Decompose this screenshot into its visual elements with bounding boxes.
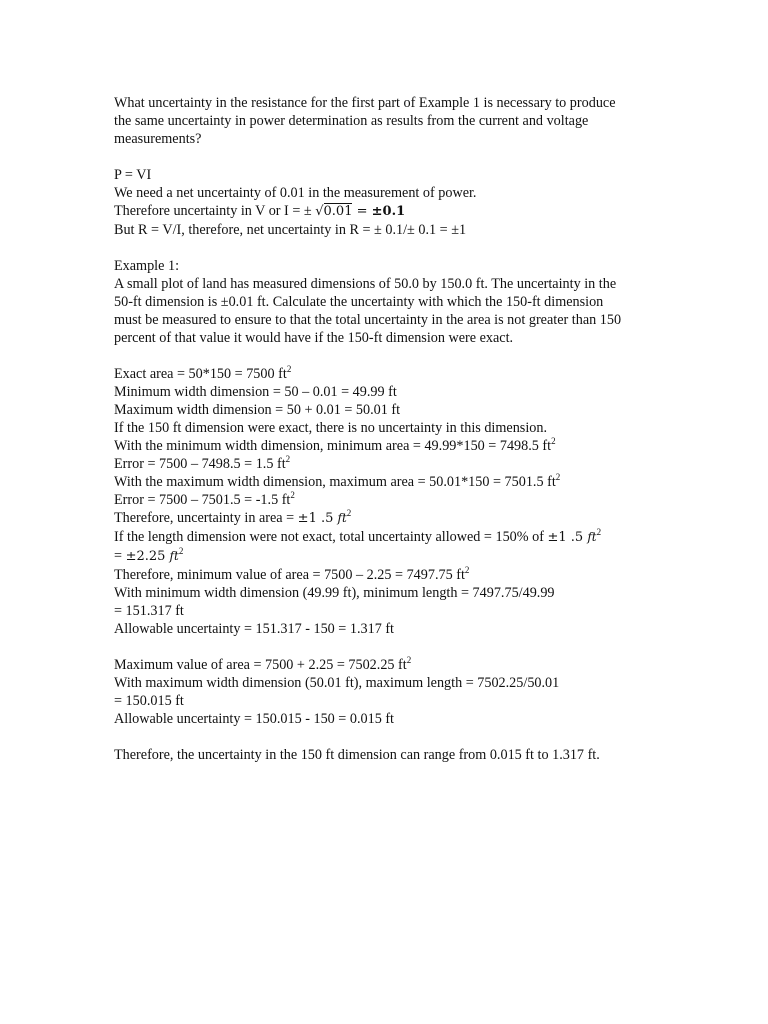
max-length-1: With maximum width dimension (50.01 ft), maximum length = 7502.25/50.01 xyxy=(114,675,560,691)
power-resistance: But R = V/I, therefore, net uncertainty in R = ± 0.1/± 0.1 = ±1 xyxy=(114,222,467,238)
superscript: 2 xyxy=(286,364,292,374)
example-line-4: percent of that value it would have if the 150-ft dimension were exact. xyxy=(114,330,514,346)
allowed-result-value: ±2.25 xyxy=(125,549,170,564)
error-2 xyxy=(114,491,674,509)
no-uncertainty: If the 150 ft dimension were exact, there is no uncertainty in this dimension. xyxy=(114,420,548,436)
uncertainty-in-area xyxy=(114,509,674,528)
sqrt-symbol: √ xyxy=(315,204,324,219)
intro-line-2: the same uncertainty in power determination as results from the current and voltage xyxy=(114,113,589,129)
spacer xyxy=(114,239,674,257)
intro-question xyxy=(114,94,674,148)
intro-line-3: measurements? xyxy=(114,131,202,147)
min-area-text: With the minimum width dimension, minimum area = 49.99*150 = 7498.5 ft xyxy=(114,438,552,454)
example-line-2: 50-ft dimension is ±0.01 ft. Calculate the uncertainty with which the 150-ft dimension xyxy=(114,294,604,310)
superscript: 2 xyxy=(551,436,556,446)
error-2-text: Error = 7500 – 7501.5 = -1.5 ft xyxy=(114,492,291,508)
spacer xyxy=(114,728,674,746)
unc-area-value: ±1 .5 xyxy=(297,511,338,526)
superscript: 2 xyxy=(290,490,295,500)
min-value-area-text: Therefore, minimum value of area = 7500 – 2.25 = 7497.75 ft xyxy=(114,567,465,583)
power-section xyxy=(114,166,674,239)
min-width: Minimum width dimension = 50 – 0.01 = 49.99 ft xyxy=(114,384,397,400)
solution-section xyxy=(114,365,674,638)
error-1 xyxy=(114,455,674,473)
allowed-result xyxy=(114,547,674,566)
min-length-1: With minimum width dimension (49.99 ft), minimum length = 7497.75/49.99 xyxy=(114,585,555,601)
max-length-2: = 150.015 ft xyxy=(114,693,184,709)
error-1-text: Error = 7500 – 7498.5 = 1.5 ft xyxy=(114,456,286,472)
superscript: 2 xyxy=(285,454,291,464)
power-therefore-result: ±0.1 xyxy=(371,204,406,219)
power-therefore xyxy=(114,202,674,221)
max-width: Maximum width dimension = 50 + 0.01 = 50.01 ft xyxy=(114,402,401,418)
spacer xyxy=(114,347,674,365)
conclusion-section xyxy=(114,746,674,764)
superscript: 2 xyxy=(178,546,184,556)
intro-line-1: What uncertainty in the resistance for the first part of Example 1 is necessary to produce xyxy=(114,95,616,111)
example-section xyxy=(114,257,674,347)
unc-area-unit: ft xyxy=(337,511,347,525)
min-area xyxy=(114,437,674,455)
example-line-3: must be measured to ensure to that the total uncertainty in the area is not greater than 150 xyxy=(114,312,622,328)
superscript: 2 xyxy=(596,527,602,537)
example-heading: Example 1: xyxy=(114,258,180,274)
min-length-2: = 151.317 ft xyxy=(114,603,184,619)
sqrt-value: 0.01 xyxy=(323,204,353,219)
allowable-uncertainty-1: Allowable uncertainty = 151.317 - 150 = 1.317 ft xyxy=(114,621,394,637)
allowed-uncertainty xyxy=(114,528,674,547)
example-line-1: A small plot of land has measured dimensions of 50.0 by 150.0 ft. The uncertainty in the xyxy=(114,276,617,292)
unc-area-prefix: Therefore, uncertainty in area = xyxy=(114,510,298,526)
allowable-uncertainty-2: Allowable uncertainty = 150.015 - 150 = 0.015 ft xyxy=(114,711,394,727)
superscript: 2 xyxy=(464,565,470,575)
superscript: 2 xyxy=(406,655,412,665)
allowed-prefix: If the length dimension were not exact, total uncertainty allowed = 150% of xyxy=(114,529,548,545)
max-section xyxy=(114,656,674,728)
power-formula: P = VI xyxy=(114,167,152,183)
superscript: 2 xyxy=(346,508,352,518)
min-value-area xyxy=(114,566,674,584)
allowed-unit: ft xyxy=(587,530,597,544)
power-therefore-eq: = xyxy=(352,204,372,219)
document-body xyxy=(114,94,674,764)
exact-area xyxy=(114,365,674,383)
power-therefore-prefix: Therefore uncertainty in V or I = ± xyxy=(114,203,316,219)
allowed-result-unit: ft xyxy=(169,549,179,563)
spacer xyxy=(114,148,674,166)
superscript: 2 xyxy=(555,472,561,482)
spacer xyxy=(114,638,674,656)
allowed-eq: = xyxy=(114,548,126,564)
exact-area-text: Exact area = 50*150 = 7500 ft xyxy=(114,366,287,382)
max-area xyxy=(114,473,674,491)
conclusion: Therefore, the uncertainty in the 150 ft dimension can range from 0.015 ft to 1.317 ft. xyxy=(114,747,600,763)
power-need: We need a net uncertainty of 0.01 in the measurement of power. xyxy=(114,185,477,201)
max-value-area xyxy=(114,656,674,674)
allowed-value: ±1 .5 xyxy=(547,530,588,545)
max-area-text: With the maximum width dimension, maximum area = 50.01*150 = 7501.5 ft xyxy=(114,474,556,490)
max-value-area-text: Maximum value of area = 7500 + 2.25 = 7502.25 ft xyxy=(114,657,407,673)
